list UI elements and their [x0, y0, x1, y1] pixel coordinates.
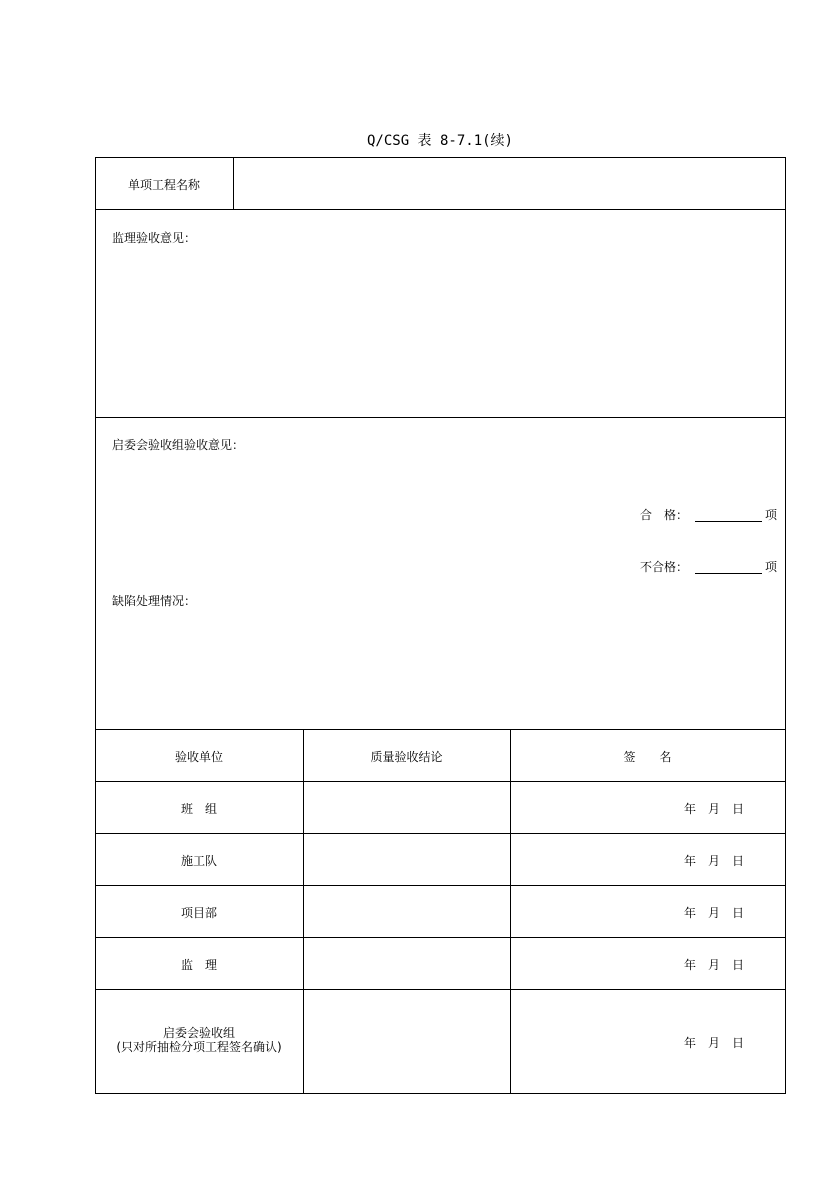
row-date: 年 月 日 — [684, 1036, 745, 1050]
row-divider — [95, 417, 786, 418]
qualified-count-field[interactable] — [695, 521, 762, 522]
qualified-unit: 项 — [765, 508, 778, 522]
table-border — [785, 157, 786, 1094]
row-divider — [95, 729, 786, 730]
unqualified-unit: 项 — [765, 560, 778, 574]
row-divider — [95, 937, 786, 938]
table-border — [95, 157, 96, 1094]
project-name-label: 单项工程名称 — [127, 178, 200, 192]
defect-label: 缺陷处理情况： — [112, 594, 197, 608]
row-unit: 项目部 — [180, 906, 217, 920]
project-name-field[interactable] — [234, 158, 784, 209]
header-signature: 签 名 — [623, 750, 672, 764]
row-unit: 监 理 — [180, 958, 217, 972]
supervisor-opinion-label: 监理验收意见： — [112, 231, 197, 245]
row-divider — [95, 885, 786, 886]
header-unit: 验收单位 — [174, 750, 223, 764]
table-border — [95, 1093, 786, 1094]
col-divider — [510, 729, 511, 1093]
row-date: 年 月 日 — [684, 958, 745, 972]
committee-opinion-label: 启委会验收组验收意见： — [112, 438, 245, 452]
row-divider — [95, 989, 786, 990]
qualified-label: 合 格： — [640, 508, 689, 522]
row-unit-note: (只对所抽检分项工程签名确认) — [116, 1040, 282, 1054]
row-date: 年 月 日 — [684, 802, 745, 816]
unqualified-count-field[interactable] — [695, 573, 762, 574]
unqualified-label: 不合格： — [640, 560, 689, 574]
form-title: Q/CSG 表 8-7.1(续) — [366, 133, 513, 149]
row-date: 年 月 日 — [684, 906, 745, 920]
row-divider — [95, 209, 786, 210]
row-unit: 启委会验收组 — [162, 1026, 235, 1040]
col-divider — [303, 729, 304, 1093]
row-unit: 施工队 — [180, 854, 217, 868]
row-date: 年 月 日 — [684, 854, 745, 868]
row-unit: 班 组 — [180, 802, 217, 816]
row-divider — [95, 781, 786, 782]
row-divider — [95, 833, 786, 834]
header-conclusion: 质量验收结论 — [370, 750, 443, 764]
